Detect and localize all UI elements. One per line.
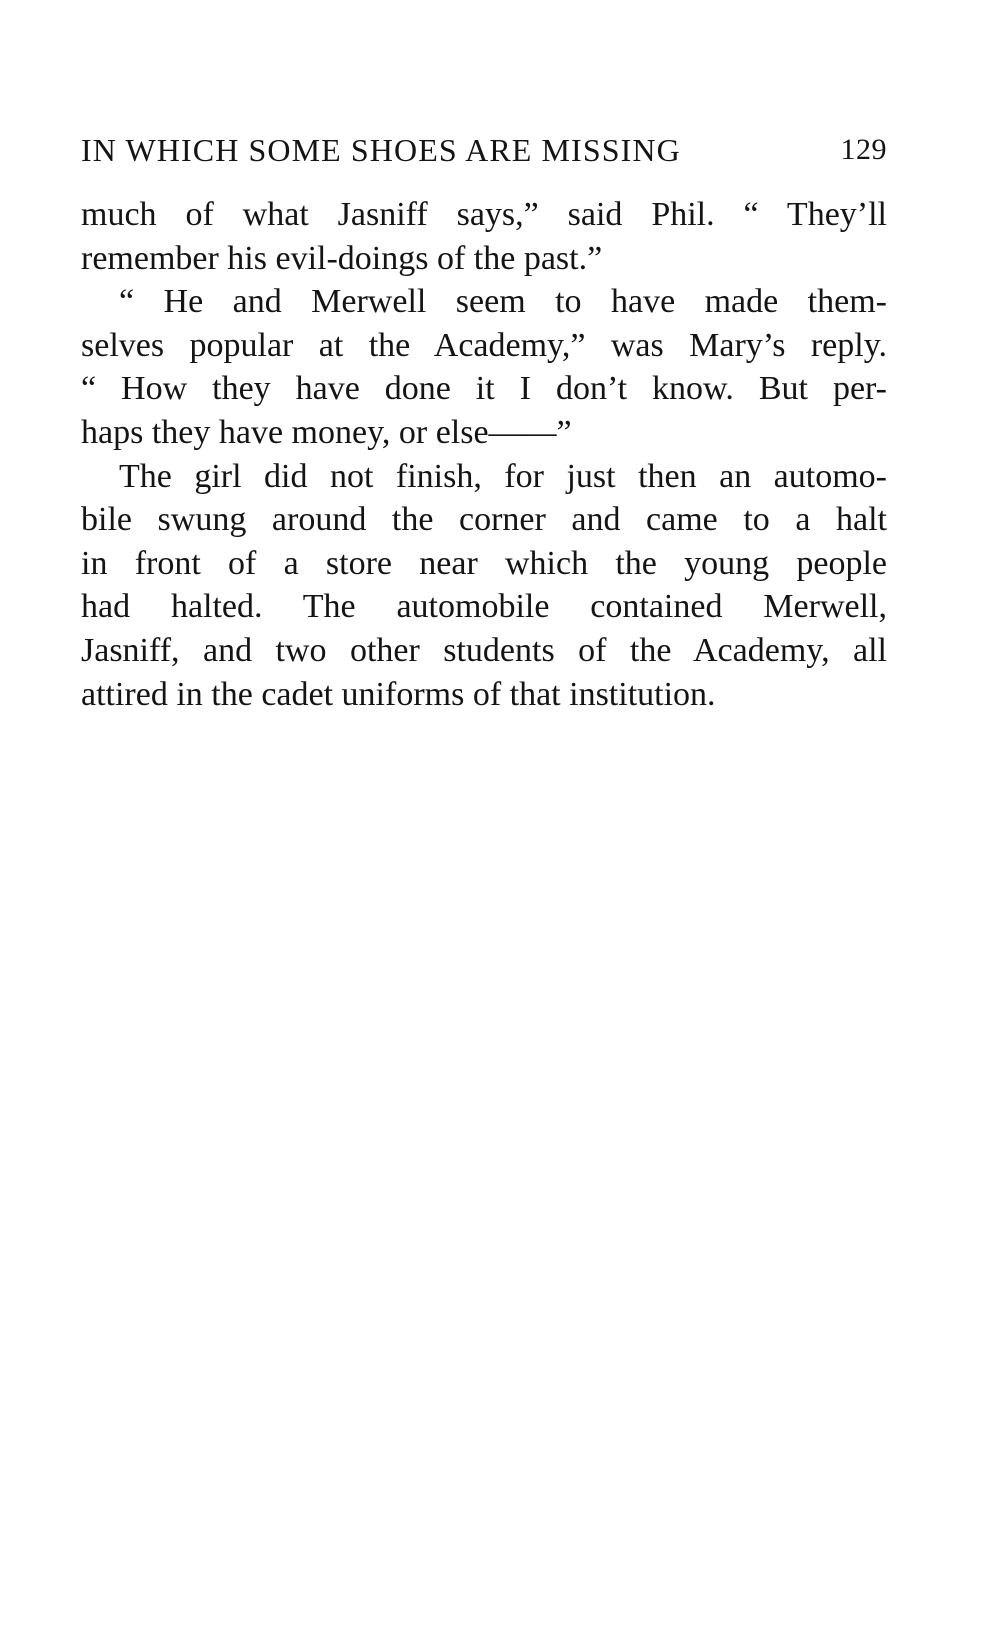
running-head bbox=[81, 128, 887, 172]
text-line: much of what Jasniff says,” said Phil. “ They’ll bbox=[81, 196, 887, 233]
text-line: had halted. The automobile contained Merwell, bbox=[81, 588, 887, 626]
text-line: bile swung around the corner and came to a halt bbox=[81, 501, 887, 539]
text-line: The girl did not finish, for just then an automo- bbox=[119, 457, 887, 495]
chapter-title: IN WHICH SOME SHOES ARE MISSING bbox=[81, 132, 681, 168]
page-number: 129 bbox=[840, 133, 887, 166]
text-line: “ How they have done it I don’t know. But per- bbox=[81, 370, 887, 408]
text-line: attired in the cadet uniforms of that institution. bbox=[81, 675, 716, 713]
body-text bbox=[81, 193, 887, 716]
text-line: remember his evil-doings of the past.” bbox=[81, 239, 603, 277]
text-line: in front of a store near which the young people bbox=[81, 544, 887, 582]
text-line: “ He and Merwell seem to have made them- bbox=[119, 283, 887, 321]
text-line: selves popular at the Academy,” was Mary’s reply. bbox=[81, 326, 887, 364]
text-line: Jasniff, and two other students of the Academy, all bbox=[81, 631, 887, 669]
text-line: haps they have money, or else——” bbox=[81, 413, 572, 451]
